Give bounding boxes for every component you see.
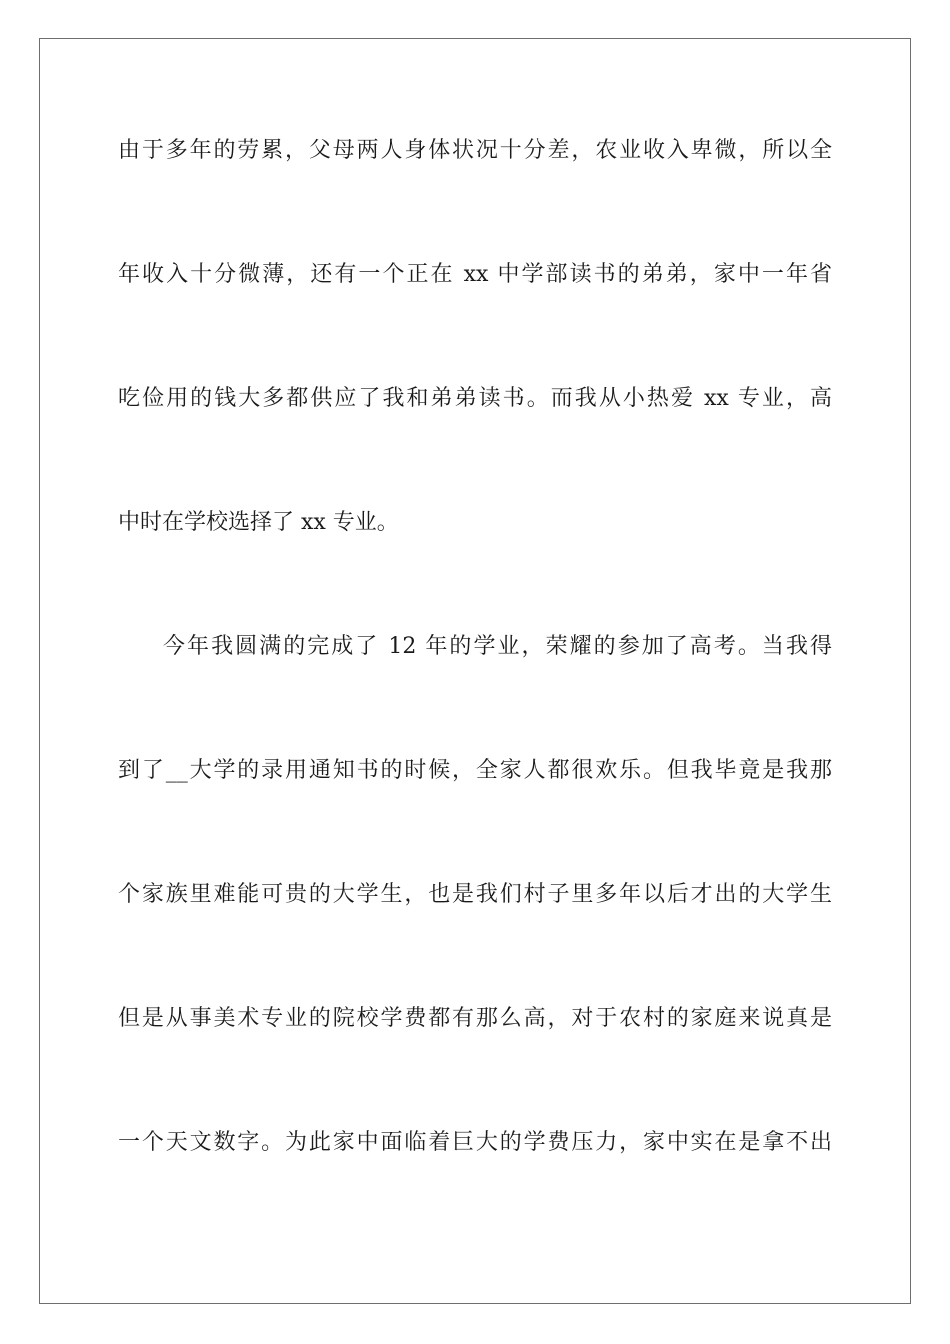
page-border: [39, 38, 911, 1304]
text-line: 一个天文数字。为此家中面临着巨大的学费压力，家中实在是拿不出: [118, 1130, 832, 1155]
text-line: 到了__大学的录用通知书的时候，全家人都很欢乐。但我毕竟是我那: [118, 758, 832, 783]
text-line: 年收入十分微薄，还有一个正在 xx 中学部读书的弟弟，家中一年省: [118, 262, 832, 287]
text-line: 中时在学校选择了 xx 专业。: [118, 510, 399, 535]
text-line: 但是从事美术专业的院校学费都有那么高，对于农村的家庭来说真是: [118, 1006, 832, 1031]
paragraph-first-line: 今年我圆满的完成了 12 年的学业，荣耀的参加了高考。当我得: [163, 634, 832, 659]
text-line: 吃俭用的钱大多都供应了我和弟弟读书。而我从小热爱 xx 专业，高: [118, 386, 832, 411]
text-line: 个家族里难能可贵的大学生，也是我们村子里多年以后才出的大学生: [118, 882, 832, 907]
text-line: 由于多年的劳累，父母两人身体状况十分差，农业收入卑微，所以全: [118, 138, 832, 163]
